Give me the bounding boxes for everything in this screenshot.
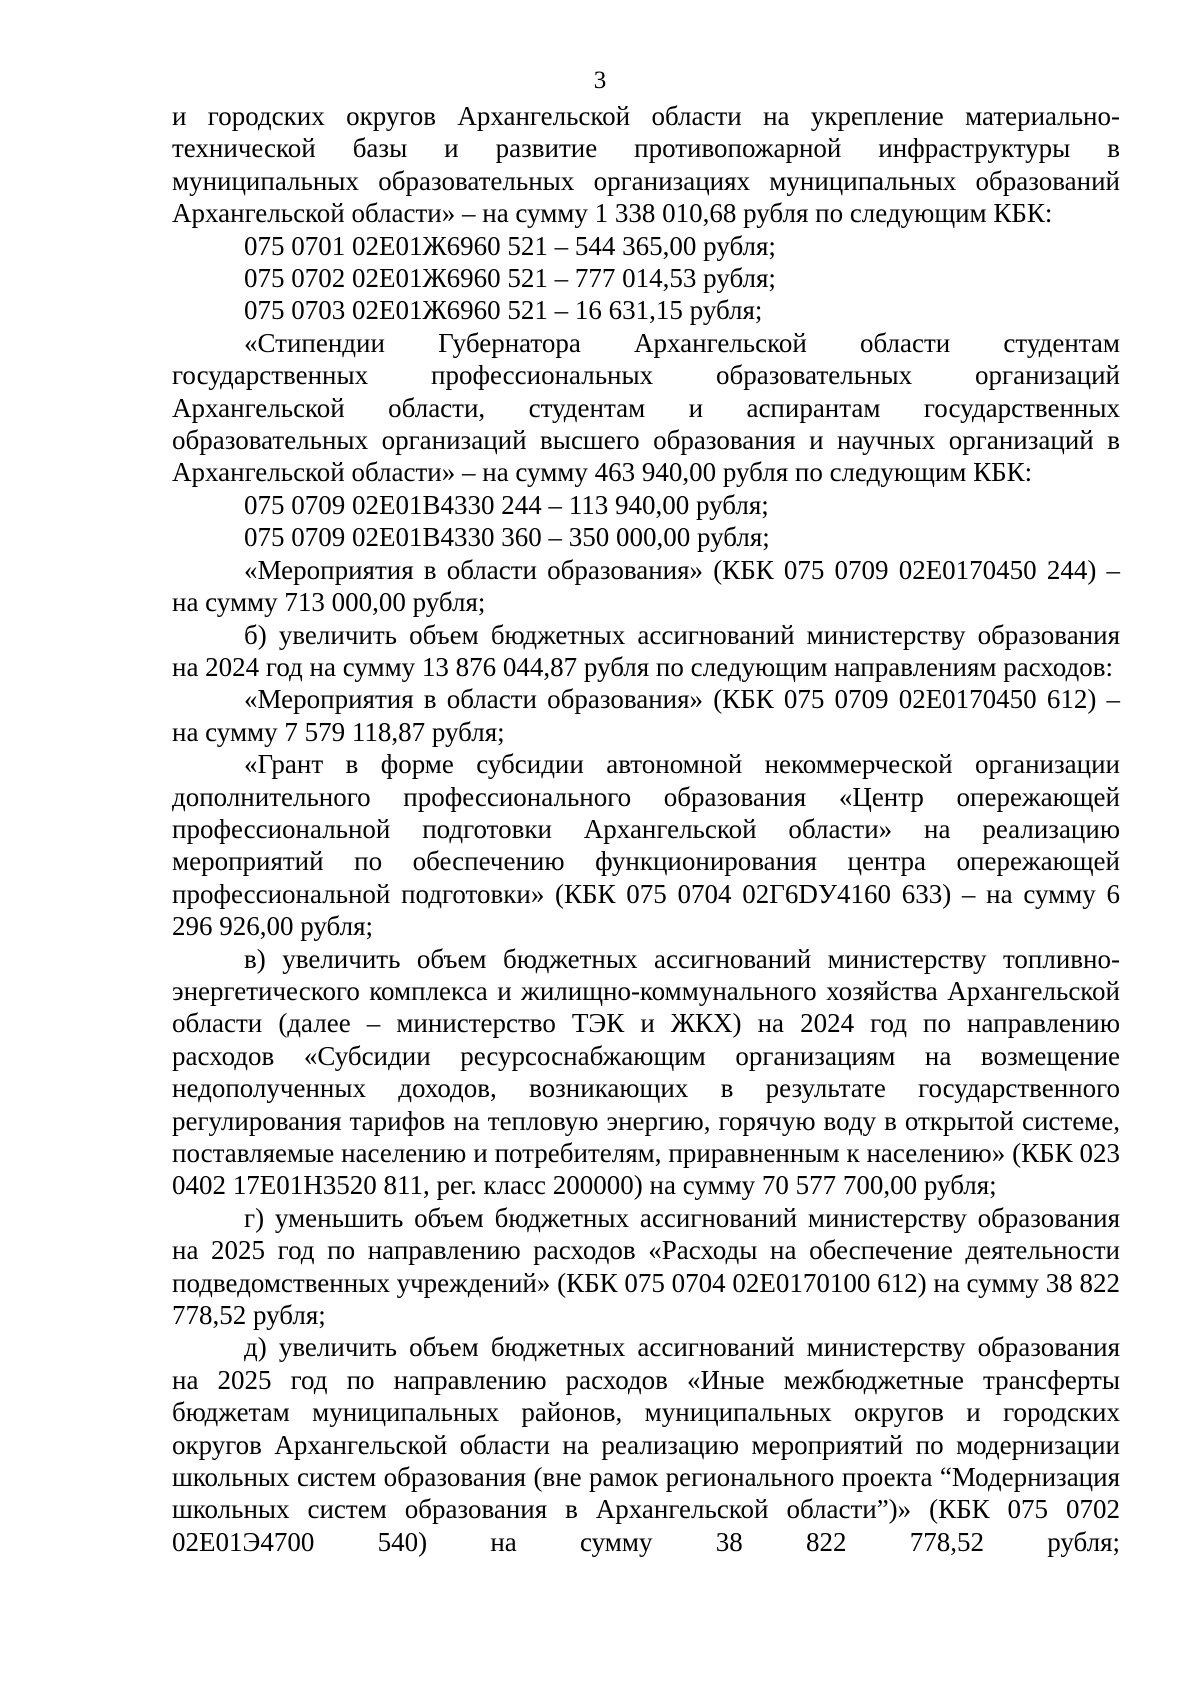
paragraph: 075 0702 02Е01Ж6960 521 – 777 014,53 рубля;: [244, 263, 776, 294]
paragraph: г) уменьшить объем бюджетных ассигнований министерству образования на 2025 год по направлению расходов «Расходы на обеспечение деятельности подведомственных учреждений» (КБК 075 0704 02Е0170100 612) на сумму 38 822 778,52 рубля;: [172, 1202, 1120, 1331]
paragraph: «Мероприятия в области образования» (КБК 075 0709 02Е0170450 244) – на сумму 713 000,00 рубля;: [172, 554, 1120, 618]
paragraph: 075 0703 02Е01Ж6960 521 – 16 631,15 рубля;: [244, 295, 763, 326]
paragraph: 075 0701 02Е01Ж6960 521 – 544 365,00 рубля;: [244, 230, 776, 261]
paragraph: в) увеличить объем бюджетных ассигнований министерству топливно-энергетического комплекса и жилищно-коммунального хозяйства Архангельской области (далее – министерство ТЭК и ЖКХ) на 2024 год по направлению расходов «Субсидии ресурсоснабжающим организациям на возмещение недополученных доходов, возникающих в результате государственного регулирования тарифов на тепловую энергию, горячую воду в открытой системе, поставляемые населению и потребителям, приравненным к населению» (КБК 023 0402 17Е01Н3520 811, рег. класс 200000) на сумму 70 577 700,00 рубля;: [172, 943, 1120, 1201]
paragraph: д) увеличить объем бюджетных ассигнований министерству образования на 2025 год по направлению расходов «Иные межбюджетные трансферты бюджетам муниципальных районов, муниципальных округов и городских округов Архангельской области на реализацию мероприятий по модернизации школьных систем образования (вне рамок регионального проекта “Модернизация школьных систем образования в Архангельской области”)» (КБК 075 0702 02Е01Э4700 540) на сумму 38 822 778,52 рубля;: [172, 1332, 1120, 1557]
paragraph: 075 0709 02Е01В4330 244 – 113 940,00 рубля;: [244, 489, 769, 520]
document-body: [172, 100, 1120, 1558]
paragraph: 075 0709 02Е01В4330 360 – 350 000,00 рубля;: [244, 522, 770, 553]
page-number: 3: [593, 67, 607, 94]
paragraph: «Стипендии Губернатора Архангельской области студентам государственных профессиональных образовательных организаций Архангельской области, студентам и аспирантам государственных образовательных организаций высшего образования и научных организаций в Архангельской области» – на сумму 463 940,00 рубля по следующим КБК:: [172, 327, 1120, 488]
paragraph: и городских округов Архангельской области на укрепление материально-технической базы и развитие противопожарной инфраструктуры в муниципальных образовательных организациях муниципальных образований Архангельской области» – на сумму 1 338 010,68 рубля по следующим КБК:: [172, 101, 1120, 229]
paragraph: «Мероприятия в области образования» (КБК 075 0709 02Е0170450 612) – на сумму 7 579 118,87 рубля;: [172, 684, 1120, 747]
paragraph: «Грант в форме субсидии автономной некоммерческой организации дополнительного профессионального образования «Центр опережающей профессиональной подготовки Архангельской области» на реализацию мероприятий по обеспечению функционирования центра опережающей профессиональной подготовки» (КБК 075 0704 02Г6DУ4160 633) – на сумму 6 296 926,00 рубля;: [172, 749, 1120, 942]
paragraph: б) увеличить объем бюджетных ассигнований министерству образования на 2024 год на сумму 13 876 044,87 рубля по следующим направлениям расходов:: [172, 619, 1120, 682]
